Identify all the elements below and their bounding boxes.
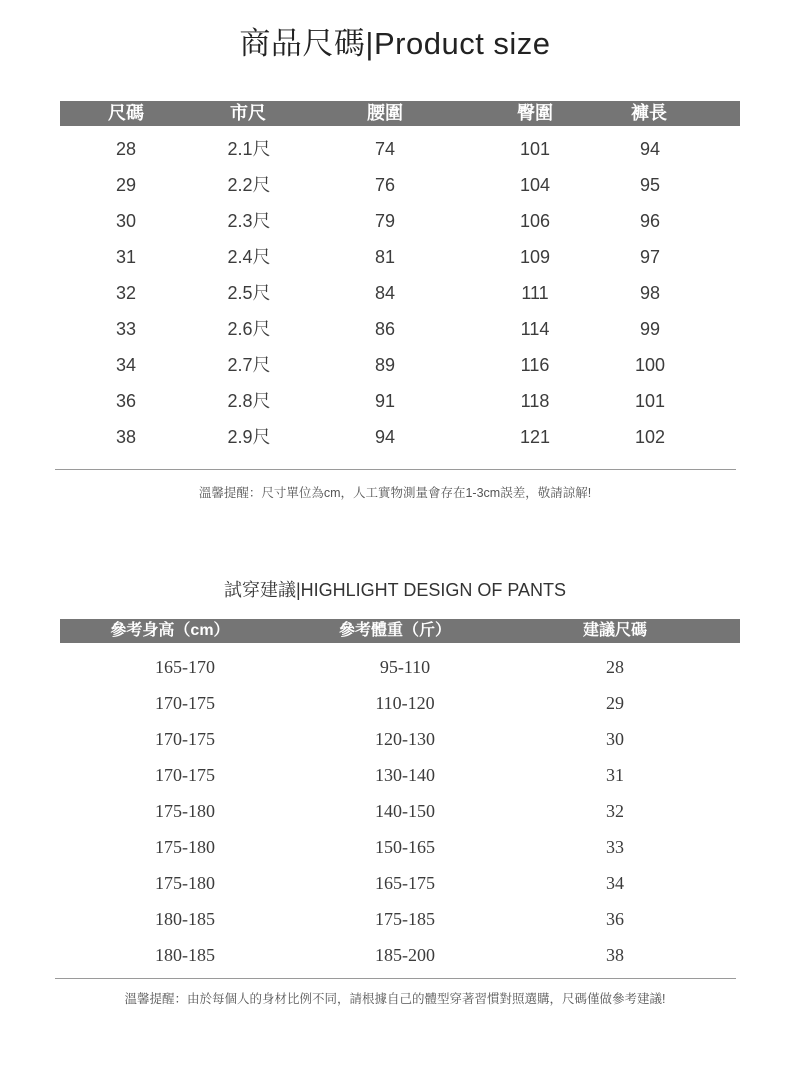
table-cell: 170-175 bbox=[155, 693, 215, 713]
table-row bbox=[0, 311, 790, 347]
table-cell: 84 bbox=[374, 283, 396, 303]
header-suggested-size: 建議尺碼 bbox=[582, 622, 648, 639]
table-row bbox=[0, 865, 790, 901]
table-cell: 96 bbox=[639, 211, 661, 231]
table-cell: 97 bbox=[639, 247, 661, 267]
table-row bbox=[0, 347, 790, 383]
table-cell: 175-180 bbox=[155, 873, 215, 893]
table-cell: 33 bbox=[115, 319, 137, 339]
table-cell: 34 bbox=[115, 355, 137, 375]
header-length: 褲長 bbox=[631, 103, 667, 123]
header-waist: 腰圍 bbox=[367, 103, 403, 123]
table-cell: 185-200 bbox=[375, 945, 435, 965]
table-cell: 100 bbox=[634, 355, 666, 375]
table-cell: 116 bbox=[520, 355, 550, 375]
table-cell: 101 bbox=[634, 391, 666, 411]
table-row bbox=[0, 901, 790, 937]
table-cell: 98 bbox=[639, 283, 661, 303]
table-cell: 76 bbox=[374, 175, 396, 195]
table-row bbox=[0, 419, 790, 455]
table-cell: 30 bbox=[606, 729, 624, 749]
table-cell: 38 bbox=[115, 427, 137, 447]
table-cell: 2.8尺 bbox=[227, 391, 271, 411]
table-cell: 2.5尺 bbox=[227, 283, 271, 303]
table-cell: 2.4尺 bbox=[227, 247, 271, 267]
table-cell: 36 bbox=[606, 909, 624, 929]
table-cell: 32 bbox=[606, 801, 624, 821]
table-cell: 30 bbox=[115, 211, 137, 231]
table-cell: 36 bbox=[115, 391, 137, 411]
table-cell: 89 bbox=[374, 355, 396, 375]
table-cell: 180-185 bbox=[155, 945, 215, 965]
fit-section-title: 試穿建議|HIGHLIGHT DESIGN OF PANTS bbox=[223, 580, 567, 600]
table-cell: 74 bbox=[374, 139, 396, 159]
table-cell: 106 bbox=[519, 211, 551, 231]
table-cell: 175-185 bbox=[375, 909, 435, 929]
table-cell: 150-165 bbox=[375, 837, 435, 857]
header-shichi: 市尺 bbox=[230, 103, 266, 123]
table-row bbox=[0, 239, 790, 275]
table-cell: 109 bbox=[519, 247, 551, 267]
table-cell: 33 bbox=[606, 837, 624, 857]
table-cell: 86 bbox=[374, 319, 396, 339]
table-cell: 29 bbox=[606, 693, 624, 713]
table-row bbox=[0, 131, 790, 167]
table-cell: 29 bbox=[115, 175, 137, 195]
table-cell: 81 bbox=[374, 247, 396, 267]
table-cell: 120-130 bbox=[375, 729, 435, 749]
table-cell: 95 bbox=[639, 175, 661, 195]
table-cell: 118 bbox=[520, 391, 550, 411]
table-cell: 170-175 bbox=[155, 729, 215, 749]
table-cell: 175-180 bbox=[155, 801, 215, 821]
table-row bbox=[0, 383, 790, 419]
table-row bbox=[0, 721, 790, 757]
table-row bbox=[0, 167, 790, 203]
fit-table-header bbox=[60, 619, 740, 643]
fit-table-divider bbox=[55, 978, 736, 979]
size-section-title: 商品尺碼|Product size bbox=[239, 26, 551, 61]
table-cell: 94 bbox=[374, 427, 396, 447]
table-cell: 95-110 bbox=[379, 657, 431, 677]
table-cell: 38 bbox=[606, 945, 624, 965]
table-row bbox=[0, 685, 790, 721]
table-cell: 165-175 bbox=[375, 873, 435, 893]
table-cell: 94 bbox=[639, 139, 661, 159]
table-cell: 165-170 bbox=[155, 657, 215, 677]
table-cell: 2.9尺 bbox=[227, 427, 271, 447]
table-cell: 110-120 bbox=[375, 693, 435, 713]
table-row bbox=[0, 649, 790, 685]
table-cell: 2.6尺 bbox=[227, 319, 271, 339]
table-cell: 2.7尺 bbox=[227, 355, 271, 375]
table-cell: 114 bbox=[520, 319, 550, 339]
table-cell: 31 bbox=[606, 765, 624, 785]
header-size: 尺碼 bbox=[108, 103, 144, 123]
size-note: 溫馨提醒：尺寸單位為cm，人工實物測量會存在1-3cm誤差，敬請諒解! bbox=[198, 486, 592, 500]
table-cell: 102 bbox=[634, 427, 666, 447]
table-cell: 104 bbox=[519, 175, 551, 195]
table-cell: 31 bbox=[115, 247, 137, 267]
table-cell: 2.3尺 bbox=[227, 211, 271, 231]
size-table-divider bbox=[55, 469, 736, 470]
table-cell: 79 bbox=[374, 211, 396, 231]
table-cell: 2.2尺 bbox=[227, 175, 271, 195]
table-cell: 28 bbox=[606, 657, 624, 677]
table-row bbox=[0, 203, 790, 239]
table-row bbox=[0, 757, 790, 793]
table-cell: 170-175 bbox=[155, 765, 215, 785]
table-row bbox=[0, 793, 790, 829]
table-cell: 130-140 bbox=[375, 765, 435, 785]
table-cell: 101 bbox=[519, 139, 551, 159]
table-cell: 111 bbox=[521, 283, 549, 303]
table-cell: 99 bbox=[639, 319, 661, 339]
table-row bbox=[0, 829, 790, 865]
header-height: 參考身高（cm） bbox=[110, 622, 230, 639]
table-cell: 140-150 bbox=[375, 801, 435, 821]
size-table-header bbox=[60, 101, 740, 126]
table-cell: 34 bbox=[606, 873, 624, 893]
table-cell: 91 bbox=[374, 391, 396, 411]
table-row bbox=[0, 275, 790, 311]
table-cell: 180-185 bbox=[155, 909, 215, 929]
table-row bbox=[0, 937, 790, 973]
table-cell: 2.1尺 bbox=[227, 139, 271, 159]
header-weight: 參考體重（斤） bbox=[338, 622, 452, 639]
table-cell: 32 bbox=[115, 283, 137, 303]
header-hip: 臀圍 bbox=[517, 103, 553, 123]
table-cell: 121 bbox=[519, 427, 551, 447]
table-cell: 28 bbox=[115, 139, 137, 159]
fit-note: 溫馨提醒：由於每個人的身材比例不同，請根據自己的體型穿著習慣對照選購，尺碼僅做參考建議! bbox=[124, 992, 666, 1006]
table-cell: 175-180 bbox=[155, 837, 215, 857]
